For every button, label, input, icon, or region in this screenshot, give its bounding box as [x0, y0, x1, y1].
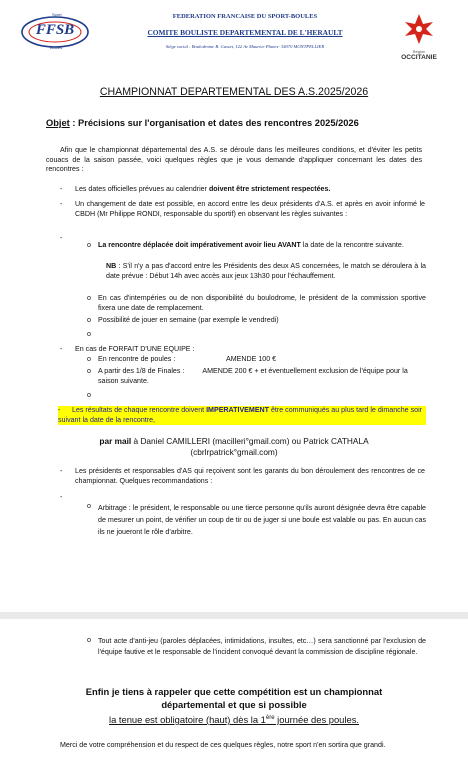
ffsb-logo-bottom: Boules [50, 45, 63, 50]
mail-line-1 [0, 436, 468, 447]
arbitrage-paragraph: Arbitrage : le président, le responsable ou une tierce personne qu'ils auront désignée devra être capable de mesurer un point, de vérifier un coup de tir ou de juger si une boule est valable ou pas. En aucun cas ils ne joueront le rôle d'arbitre. [98, 504, 426, 536]
rule-changement-date: Un changement de date est possible, en accord entre les deux présidents d'A.S. et après en avoir informé le CBDH (Mr Philippe RONDI, responsable du sportif) en observant les règles suivantes : [75, 200, 425, 218]
dash-bullet: - [58, 406, 61, 414]
ffsb-logo-top: Sport [52, 12, 62, 17]
siege-social: Siège social : Boulodrome B. Gasset, 122 Av Maurice Planes- 34070 MONTPELLIER [165, 44, 325, 49]
presidents-paragraph: Les présidents et responsables d'AS qui reçoivent sont les garants du bon déroulement des rencontres de ce championnat. Quelques recommandations : [75, 467, 425, 485]
results-highlight [58, 406, 426, 425]
forfait-poules-amount: AMENDE 100 € [226, 355, 277, 363]
region-label: Région [412, 49, 426, 54]
circle-bullet: o [87, 636, 91, 644]
dash-bullet: - [60, 185, 63, 193]
objet-line [46, 118, 359, 128]
dash-bullet: - [60, 234, 63, 242]
nb-text: : S'il n'y a pas d'accord entre les Présidents des deux AS concernées, le match se déroulera à la date prévue : Début 14h avec accès aux jeux 13h30 pour l'échauffement. [106, 262, 426, 280]
rule1-text: Les dates officielles prévues au calendrier [75, 185, 209, 193]
sub-semaine: Possibilité de jouer en semaine (par exemple le vendredi) [98, 316, 279, 324]
closing-line-2: départemental et que si possible [161, 699, 307, 710]
rule-dates-officielles [75, 185, 425, 195]
page-separator [0, 612, 468, 619]
objet-label: Objet [46, 118, 70, 128]
page-title: CHAMPIONNAT DEPARTEMENTAL DES A.S.2025/2026 [99, 86, 369, 98]
forfait-finales [98, 367, 426, 386]
comite-name: COMITE BOULISTE DEPARTEMENTAL DE L'HERAULT [147, 28, 343, 37]
closing-line-3-pre: la tenue est obligatoire (haut) dès la 1 [109, 714, 266, 726]
mail-bold: par mail [99, 436, 132, 446]
merci-paragraph: Merci de votre compréhension et du respect de ces quelques règles, notre sport n'en sortira que grandi. [60, 741, 386, 749]
circle-bullet: o [87, 391, 91, 399]
nb-note [106, 262, 426, 281]
sub1-bold: La rencontre déplacée doit impérativement avoir lieu AVANT [98, 241, 301, 249]
results-part1: Les résultats de chaque rencontre doivent [72, 406, 207, 414]
results-part3: être communiqués au plus tard le dimanche soir suivant la date de la rencontre, [58, 406, 423, 424]
sub-intemperies: En cas d'intempéries ou de non disponibilité du boulodrome, le président de la commission sportive fixera une date de remplacement. [98, 294, 426, 312]
forfait-poules-label: En rencontre de poules : [98, 355, 176, 363]
circle-bullet: o [87, 330, 91, 338]
occitanie-cross-icon [399, 12, 439, 46]
page-2 [0, 619, 468, 775]
circle-bullet: o [87, 316, 91, 324]
closing-line-3-post: journée des poules. [274, 714, 359, 726]
dash-bullet: - [60, 345, 63, 353]
results-part2: IMPERATIVEMENT [206, 406, 270, 414]
forfait-finales-amount: AMENDE 200 € + et éventuellement exclusion de l'équipe pour la saison suivante. [98, 367, 408, 385]
antijeu-paragraph: Tout acte d'anti-jeu (paroles déplacées, intimidations, insultes, etc…) sera sanctionné par l'exclusion de l'équipe fautive et le responsable de l'incident convoqué devant la commission de discipline régionale. [98, 637, 426, 656]
dash-bullet: - [60, 467, 63, 475]
circle-bullet: o [87, 241, 91, 249]
dash-bullet: - [60, 493, 63, 501]
closing-line-3-sup: ère [265, 715, 275, 721]
objet-text: : Précisions sur l'organisation et dates des rencontres 2025/2026 [69, 118, 359, 128]
circle-bullet: o [87, 294, 91, 302]
circle-bullet: o [87, 502, 91, 510]
sub-rencontre-deplacee [98, 241, 426, 251]
ffsb-logo [20, 12, 90, 52]
forfait-finales-label: A partir des 1/8 de Finales : [98, 367, 185, 375]
occitanie-logo [393, 12, 445, 64]
rule1-bold: doivent être strictement respectées. [208, 185, 331, 193]
closing-line-1: Enfin je tiens à rappeler que cette compétition est un championnat [85, 686, 383, 697]
forfait-poules [98, 355, 426, 365]
nb-label: NB [106, 262, 117, 270]
dash-bullet: - [60, 200, 63, 208]
mail-contacts: à Daniel CAMILLERI (macilleri°gmail.com) ou Patrick CATHALA [131, 436, 369, 446]
mail-line-2: (cbrlrpatrick°gmail.com) [190, 447, 278, 457]
forfait-heading: En cas de FORFAIT D'UNE EQUIPE : [75, 345, 195, 353]
ffsb-logo-text: FFSB [35, 22, 75, 38]
circle-bullet: o [87, 367, 91, 375]
federation-name: FEDERATION FRANCAISE DU SPORT-BOULES [172, 13, 318, 20]
intro-paragraph: Afin que le championnat départemental des A.S. se déroule dans les meilleures conditions, et d'éviter les petits couacs de la saison passée, voici quelques règles que je vous demande d'appliquer concernant les dates des rencontres : [46, 146, 422, 174]
circle-bullet: o [87, 355, 91, 363]
closing-line-3 [0, 712, 468, 726]
region-name: OCCITANIE [401, 54, 437, 61]
sub1-text: la date de la rencontre suivante. [300, 241, 404, 249]
